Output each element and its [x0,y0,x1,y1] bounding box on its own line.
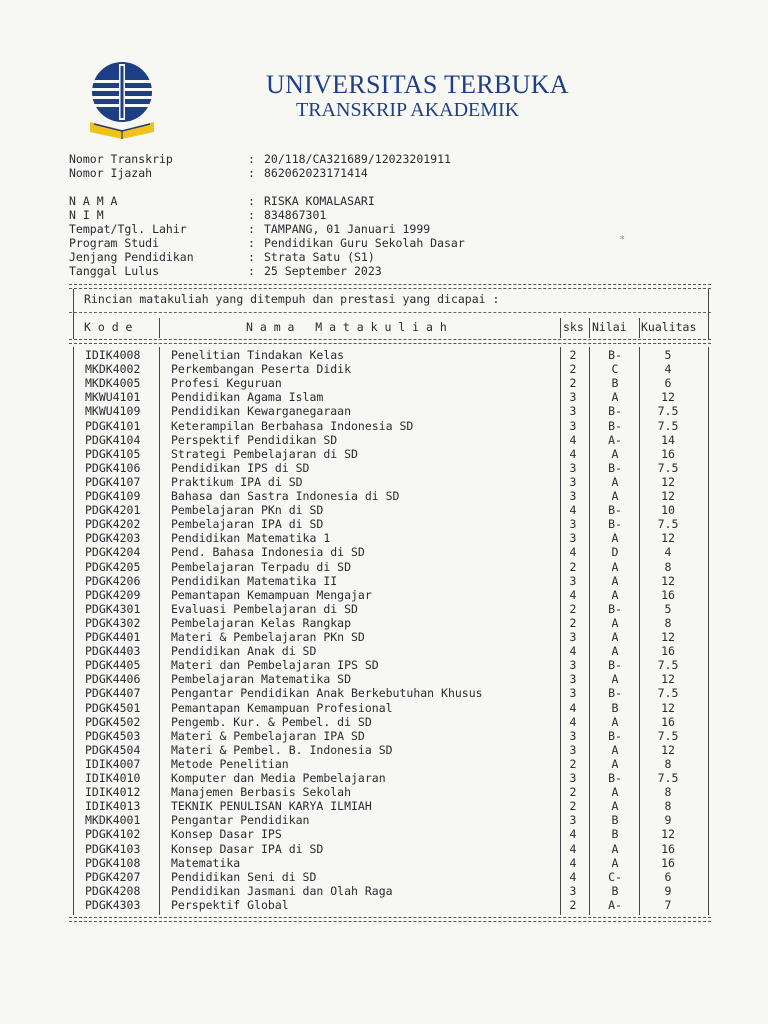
course-code: IDIK4007 [85,756,141,771]
document-title: TRANSKRIP AKADEMIK [296,99,520,121]
table-row [69,884,711,898]
course-code: IDIK4010 [85,771,141,785]
info-colon: : [248,264,255,278]
table-row [69,757,711,771]
course-name: Perkembangan Peserta Didik [171,362,352,377]
course-code: MKWU4109 [85,404,141,419]
course-code: PDGK4201 [85,503,141,518]
course-sks: 2 [569,897,577,912]
info-colon: : [248,236,255,250]
scan-speck: ⁎ [620,232,625,242]
course-sks: 4 [569,869,577,884]
course-quality: 7.5 [657,460,679,475]
course-quality: 4 [664,545,672,560]
course-name: Pengemb. Kur. & Pembel. di SD [171,714,372,729]
course-name: Perspektif Global [171,897,289,912]
course-name: Komputer dan Media Pembelajaran [171,771,386,785]
header-kode: K o d e [84,320,133,334]
course-grade: A- [608,432,622,447]
university-logo [86,60,158,140]
col-sep-kode-hdr [159,318,160,338]
course-grade: B- [608,601,622,616]
course-grade: B [611,376,619,391]
course-quality: 5 [664,601,672,616]
course-name: Pendidikan Agama Islam [171,390,324,405]
course-sks: 4 [569,545,577,560]
table-row [69,771,711,785]
course-code: PDGK4504 [85,742,141,757]
table-row [69,503,711,517]
course-name: Bahasa dan Sastra Indonesia di SD [171,489,400,503]
course-sks: 4 [569,714,577,729]
course-code: PDGK4206 [85,573,141,588]
course-quality: 16 [661,855,675,870]
table-row [69,672,711,686]
course-sks: 4 [569,503,577,518]
course-code: PDGK4209 [85,587,141,602]
course-name: Profesi Keguruan [171,376,282,391]
course-quality: 8 [664,615,672,630]
table-row [69,560,711,574]
info-value: 834867301 [264,208,327,222]
course-name: Evaluasi Pembelajaran di SD [171,601,358,616]
table-row [69,785,711,799]
caption-divider [69,312,711,313]
course-name: Pendidikan Seni di SD [171,869,317,884]
info-colon: : [248,222,255,236]
course-grade: A [611,474,619,489]
course-sks: 2 [569,362,577,377]
col-sep-sks-hdr [589,318,590,338]
course-code: IDIK4008 [85,348,141,362]
course-quality: 12 [661,573,675,588]
course-grade: B [611,813,619,828]
course-name: Perspektif Pendidikan SD [171,432,338,447]
course-grade: A [611,630,619,644]
table-row [69,433,711,447]
course-quality: 8 [664,785,672,800]
course-quality: 8 [664,799,672,814]
course-grade: A [611,672,619,687]
course-quality: 16 [661,587,675,602]
course-grade: A [611,489,619,503]
course-quality: 7.5 [657,728,679,743]
course-quality: 12 [661,742,675,757]
course-quality: 6 [664,869,672,884]
course-code: PDGK4202 [85,517,141,532]
course-name: Pengantar Pendidikan [171,813,310,828]
course-quality: 9 [664,813,672,828]
course-code: PDGK4501 [85,700,141,715]
course-sks: 2 [569,615,577,630]
course-code: PDGK4401 [85,630,141,644]
table-row [69,813,711,827]
course-quality: 12 [661,630,675,644]
course-code: MKDK4002 [85,362,141,377]
table-row [69,827,711,841]
course-grade: B- [608,460,622,475]
course-grade: A [611,531,619,546]
frame-right-top [708,289,709,339]
course-name: Konsep Dasar IPA di SD [171,841,324,856]
course-grade: A [611,573,619,588]
course-name: Penelitian Tindakan Kelas [171,348,345,362]
info-value: 862062023171414 [264,166,368,180]
info-value: TAMPANG, 01 Januari 1999 [264,222,431,236]
header-nilai: Nilai [592,320,627,334]
course-name: TEKNIK PENULISAN KARYA ILMIAH [171,799,372,814]
course-code: PDGK4109 [85,489,141,503]
table-row [69,870,711,884]
course-name: Materi & Pembel. B. Indonesia SD [171,742,393,757]
table-row [69,799,711,813]
course-name: Pembelajaran Terpadu di SD [171,559,352,574]
course-code: MKDK4001 [85,813,141,828]
info-value: 20/118/CA321689/12023201911 [264,152,451,166]
course-code: PDGK4207 [85,869,141,884]
course-grade: A [611,785,619,800]
course-code: IDIK4012 [85,785,141,800]
table-row [69,743,711,757]
course-name: Pendidikan Kewarganegaraan [171,404,352,419]
info-label: Program Studi [69,236,160,250]
course-sks: 3 [569,531,577,546]
course-sks: 2 [569,376,577,391]
course-name: Pendidikan IPS di SD [171,460,310,475]
course-sks: 3 [569,630,577,644]
university-name: UNIVERSITAS TERBUKA [266,70,569,99]
course-name: Pemantapan Kemampuan Mengajar [171,587,372,602]
course-code: PDGK4104 [85,432,141,447]
course-quality: 12 [661,474,675,489]
info-label: Jenjang Pendidikan [69,250,194,264]
course-sks: 4 [569,446,577,461]
table-row [69,644,711,658]
course-quality: 7.5 [657,418,679,433]
course-sks: 4 [569,644,577,659]
course-quality: 6 [664,376,672,391]
course-grade: A [611,742,619,757]
course-grade: B [611,827,619,842]
course-grade: B- [608,771,622,785]
info-colon: : [248,194,255,208]
course-sks: 4 [569,855,577,870]
course-sks: 3 [569,813,577,828]
course-code: PDGK4204 [85,545,141,560]
course-quality: 7.5 [657,404,679,419]
course-code: PDGK4102 [85,827,141,842]
course-sks: 3 [569,390,577,405]
course-sks: 2 [569,601,577,616]
course-code: PDGK4407 [85,686,141,701]
course-code: PDGK4205 [85,559,141,574]
course-code: PDGK4406 [85,672,141,687]
course-quality: 16 [661,644,675,659]
table-row [69,729,711,743]
course-name: Konsep Dasar IPS [171,827,282,842]
course-grade: B [611,883,619,898]
course-sks: 3 [569,517,577,532]
course-grade: A [611,390,619,405]
course-sks: 2 [569,756,577,771]
course-name: Materi & Pembelajaran IPA SD [171,728,365,743]
course-quality: 7.5 [657,771,679,785]
course-quality: 16 [661,446,675,461]
course-sks: 2 [569,348,577,362]
table-row [69,376,711,390]
top-double-rule [69,284,711,289]
course-name: Pend. Bahasa Indonesia di SD [171,545,365,560]
course-code: PDGK4302 [85,615,141,630]
course-sks: 3 [569,489,577,503]
course-sks: 4 [569,432,577,447]
course-name: Pendidikan Anak di SD [171,644,317,659]
info-colon: : [248,166,255,180]
course-sks: 3 [569,460,577,475]
table-row [69,898,711,912]
course-code: PDGK4301 [85,601,141,616]
course-grade: A [611,615,619,630]
course-sks: 3 [569,418,577,433]
course-sks: 3 [569,672,577,687]
table-row [69,616,711,630]
course-sks: 3 [569,883,577,898]
table-row [69,842,711,856]
course-sks: 3 [569,573,577,588]
course-grade: B- [608,686,622,701]
course-sks: 4 [569,587,577,602]
course-grade: A [611,559,619,574]
table-row [69,856,711,870]
table-row [69,461,711,475]
course-grade: B- [608,728,622,743]
course-code: PDGK4107 [85,474,141,489]
course-code: PDGK4208 [85,883,141,898]
course-quality: 12 [661,390,675,405]
course-quality: 5 [664,348,672,362]
course-name: Praktikum IPA di SD [171,474,303,489]
course-grade: A [611,714,619,729]
info-label: Nomor Ijazah [69,166,153,180]
table-row [69,545,711,559]
course-code: PDGK4405 [85,658,141,673]
course-quality: 4 [664,362,672,377]
course-sks: 2 [569,785,577,800]
course-code: PDGK4503 [85,728,141,743]
table-row [69,447,711,461]
course-sks: 3 [569,742,577,757]
table-row [69,686,711,700]
header-nama: N a m a M a t a k u l i a h [246,320,447,334]
table-row [69,588,711,602]
course-name: Pemantapan Kemampuan Profesional [171,700,393,715]
course-code: PDGK4303 [85,897,141,912]
course-grade: B- [608,658,622,673]
table-row [69,390,711,404]
bottom-double-rule [69,917,711,922]
course-quality: 9 [664,883,672,898]
table-row [69,404,711,418]
course-grade: B- [608,348,622,362]
course-quality: 8 [664,756,672,771]
course-code: PDGK4403 [85,644,141,659]
course-name: Materi dan Pembelajaran IPS SD [171,658,379,673]
course-grade: A [611,855,619,870]
course-grade: B- [608,418,622,433]
course-code: PDGK4105 [85,446,141,461]
info-colon: : [248,208,255,222]
course-grade: D [611,545,619,560]
course-sks: 3 [569,686,577,701]
table-row [69,419,711,433]
info-label: Tempat/Tgl. Lahir [69,222,187,236]
course-quality: 7.5 [657,658,679,673]
course-name: Pengantar Pendidikan Anak Berkebutuhan Khusus [171,686,483,701]
course-name: Pembelajaran Kelas Rangkap [171,615,352,630]
course-quality: 12 [661,700,675,715]
course-name: Materi & Pembelajaran PKn SD [171,630,365,644]
info-value: RISKA KOMALASARI [264,194,375,208]
course-sks: 3 [569,658,577,673]
course-quality: 14 [661,432,675,447]
course-name: Pembelajaran Matematika SD [171,672,352,687]
frame-left-top [73,289,74,339]
course-name: Manajemen Berbasis Sekolah [171,785,352,800]
course-code: PDGK4203 [85,531,141,546]
table-row [69,348,711,362]
course-grade: B- [608,404,622,419]
course-code: PDGK4103 [85,841,141,856]
course-quality: 7 [664,897,672,912]
course-sks: 3 [569,404,577,419]
course-sks: 2 [569,799,577,814]
table-row [69,715,711,729]
info-value: 25 September 2023 [264,264,382,278]
course-sks: 4 [569,827,577,842]
info-label: N I M [69,208,104,222]
course-name: Pendidikan Matematika II [171,573,338,588]
course-grade: B- [608,503,622,518]
course-code: PDGK4106 [85,460,141,475]
course-code: PDGK4108 [85,855,141,870]
course-name: Metode Penelitian [171,756,289,771]
course-grade: A [611,446,619,461]
course-code: MKDK4005 [85,376,141,391]
course-quality: 12 [661,827,675,842]
course-sks: 4 [569,841,577,856]
course-sks: 2 [569,559,577,574]
course-grade: A [611,756,619,771]
course-name: Pembelajaran PKn di SD [171,503,324,518]
table-row [69,475,711,489]
course-quality: 12 [661,672,675,687]
header-double-rule [69,339,711,344]
course-grade: B [611,700,619,715]
table-row [69,574,711,588]
course-grade: A- [608,897,622,912]
course-grade: A [611,799,619,814]
course-name: Keterampilan Berbahasa Indonesia SD [171,418,414,433]
course-quality: 7.5 [657,686,679,701]
course-sks: 4 [569,700,577,715]
col-sep-nilai-hdr [639,318,640,338]
info-label: Nomor Transkrip [69,152,173,166]
course-grade: A [611,587,619,602]
course-name: Pembelajaran IPA di SD [171,517,324,532]
course-name: Pendidikan Jasmani dan Olah Raga [171,883,393,898]
course-grade: C- [608,869,622,884]
course-quality: 16 [661,714,675,729]
course-name: Pendidikan Matematika 1 [171,531,331,546]
course-name: Matematika [171,855,241,870]
course-code: PDGK4502 [85,714,141,729]
info-label: Tanggal Lulus [69,264,160,278]
table-row [69,362,711,376]
table-row [69,701,711,715]
course-quality: 12 [661,531,675,546]
info-colon: : [248,152,255,166]
info-value: Strata Satu (S1) [264,250,375,264]
table-row [69,531,711,545]
course-code: MKWU4101 [85,390,141,405]
course-sks: 3 [569,728,577,743]
course-quality: 7.5 [657,517,679,532]
table-row [69,658,711,672]
course-sks: 3 [569,771,577,785]
info-colon: : [248,250,255,264]
table-row [69,630,711,644]
course-name: Strategi Pembelajaran di SD [171,446,358,461]
course-code: PDGK4101 [85,418,141,433]
col-sep-nama-hdr [560,318,561,338]
course-quality: 8 [664,559,672,574]
info-label: N A M A [69,194,118,208]
course-grade: A [611,644,619,659]
course-grade: C [611,362,619,377]
table-row [69,517,711,531]
course-sks: 3 [569,474,577,489]
table-caption: Rincian matakuliah yang ditempuh dan prestasi yang dicapai : [84,292,500,306]
header-sks: sks [563,320,584,334]
course-quality: 16 [661,841,675,856]
course-quality: 12 [661,489,675,503]
course-code: IDIK4013 [85,799,141,814]
course-grade: B- [608,517,622,532]
info-value: Pendidikan Guru Sekolah Dasar [264,236,465,250]
course-quality: 10 [661,503,675,518]
header-kualitas: Kualitas [641,320,697,334]
table-row [69,602,711,616]
course-grade: A [611,841,619,856]
table-row [69,489,711,503]
